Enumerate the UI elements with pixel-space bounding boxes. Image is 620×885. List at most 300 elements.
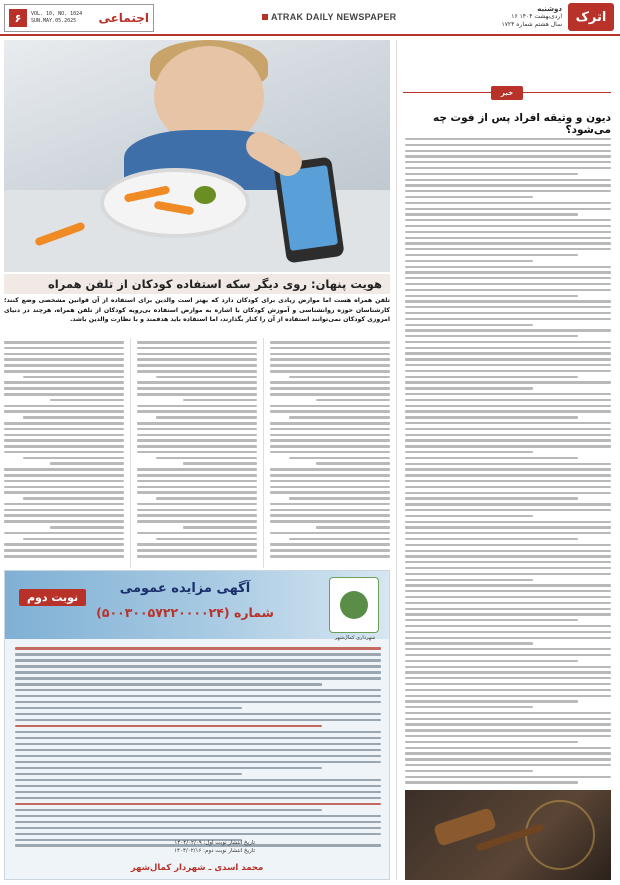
text-line	[137, 370, 257, 373]
text-line	[137, 555, 257, 558]
text-line	[4, 381, 124, 384]
text-line	[137, 468, 257, 471]
text-line	[137, 520, 257, 523]
text-line	[405, 463, 611, 465]
column-divider	[130, 338, 131, 568]
text-line	[405, 567, 611, 569]
text-line	[405, 364, 611, 366]
text-line	[405, 213, 578, 215]
auction-advertisement	[4, 570, 390, 880]
text-line	[156, 497, 257, 500]
text-line	[15, 701, 381, 704]
volume-info	[31, 11, 82, 25]
text-line	[405, 283, 611, 285]
text-line	[15, 809, 322, 812]
text-line	[4, 445, 124, 448]
text-line	[4, 555, 124, 558]
text-line	[316, 462, 390, 465]
text-line	[405, 723, 611, 725]
text-line	[405, 509, 611, 511]
text-line	[405, 196, 533, 198]
text-line	[183, 526, 257, 529]
text-line	[15, 737, 381, 740]
text-line	[405, 689, 611, 691]
text-line	[15, 677, 381, 680]
text-line	[137, 393, 257, 396]
text-line	[270, 480, 390, 483]
text-line	[23, 376, 124, 379]
gavel-photo	[405, 790, 611, 880]
text-line	[405, 266, 611, 268]
text-line	[405, 451, 533, 453]
text-line	[4, 543, 124, 546]
column-divider	[263, 338, 264, 568]
text-line	[405, 422, 611, 424]
left-article-title[interactable]: هویت پنهان: روی دیگر سکه استفاده کودکان از تلفن همراه	[4, 274, 390, 294]
text-line	[156, 376, 257, 379]
text-line	[405, 312, 611, 314]
text-line	[405, 219, 611, 221]
text-line	[50, 526, 124, 529]
text-line	[405, 150, 611, 152]
text-line	[405, 399, 611, 401]
issue-date-full: ۱۶ اردی‌بهشت ۱۴۰۴	[511, 13, 562, 20]
text-line	[405, 260, 533, 262]
text-line	[137, 503, 257, 506]
text-line	[137, 480, 257, 483]
text-line	[405, 393, 611, 395]
text-line	[405, 654, 611, 656]
text-line	[270, 549, 390, 552]
text-line	[15, 725, 322, 728]
text-line	[137, 509, 257, 512]
text-line	[4, 468, 124, 471]
text-line	[4, 393, 124, 396]
text-line	[405, 318, 611, 320]
text-line	[270, 491, 390, 494]
text-line	[137, 387, 257, 390]
text-line	[405, 376, 578, 378]
ad-round-label: نوبت دوم	[19, 589, 86, 606]
ad-header	[5, 571, 389, 639]
paper-name-text: ATRAK DAILY NEWSPAPER	[271, 12, 397, 22]
text-line	[405, 573, 611, 575]
text-line	[270, 555, 390, 558]
text-line	[405, 381, 611, 383]
text-line	[270, 393, 390, 396]
text-line	[405, 590, 611, 592]
text-line	[15, 827, 381, 830]
text-line	[405, 660, 578, 662]
text-line	[270, 387, 390, 390]
text-line	[405, 468, 611, 470]
text-line	[405, 434, 611, 436]
text-line	[405, 242, 611, 244]
text-line	[4, 341, 124, 344]
text-line	[15, 731, 381, 734]
text-line	[405, 602, 611, 604]
text-line	[50, 462, 124, 465]
text-line	[270, 364, 390, 367]
text-line	[4, 422, 124, 425]
page-number: ۶	[9, 9, 27, 27]
text-line	[405, 445, 611, 447]
text-line	[15, 695, 381, 698]
text-line	[270, 422, 390, 425]
text-line	[4, 451, 124, 454]
text-line	[405, 666, 611, 668]
ad-date-first: تاریخ انتشار نوبت اول: ۱۴۰۴/۰۲/۰۹	[174, 840, 255, 846]
text-line	[405, 561, 611, 563]
text-line	[405, 625, 611, 627]
text-line	[270, 445, 390, 448]
text-line	[15, 713, 381, 716]
text-line	[23, 457, 124, 460]
text-line	[15, 755, 381, 758]
text-line	[289, 416, 390, 419]
text-line	[405, 596, 611, 598]
ad-date-second: تاریخ انتشار نوبت دوم: ۱۴۰۴/۰۲/۱۶	[174, 848, 255, 854]
text-line	[316, 526, 390, 529]
issue-date	[501, 5, 562, 29]
text-line	[15, 791, 381, 794]
text-line	[405, 729, 611, 731]
text-line	[270, 353, 390, 356]
text-line	[405, 138, 611, 140]
text-line	[405, 184, 611, 186]
text-line	[4, 358, 124, 361]
right-article-body	[405, 136, 611, 784]
text-line	[405, 231, 611, 233]
text-line	[289, 538, 390, 541]
text-line	[270, 341, 390, 344]
text-line	[270, 434, 390, 437]
text-line	[405, 486, 611, 488]
text-line	[137, 341, 257, 344]
text-line	[4, 347, 124, 350]
text-line	[270, 358, 390, 361]
text-line	[270, 439, 390, 442]
text-line	[4, 486, 124, 489]
text-line	[405, 758, 611, 760]
text-line	[137, 549, 257, 552]
text-line	[405, 741, 578, 743]
text-line	[405, 387, 533, 389]
text-line	[289, 457, 390, 460]
broccoli	[194, 186, 216, 204]
issue-day: دوشنبه	[537, 5, 562, 13]
ad-body-text	[15, 647, 381, 847]
text-line	[15, 671, 381, 674]
text-line	[405, 202, 611, 204]
text-line	[405, 497, 578, 499]
text-line	[270, 532, 390, 535]
text-line	[405, 295, 578, 297]
text-line	[270, 381, 390, 384]
text-line	[156, 457, 257, 460]
text-line	[15, 665, 381, 668]
text-line	[405, 648, 611, 650]
text-line	[405, 370, 611, 372]
text-line	[270, 405, 390, 408]
text-line	[405, 480, 611, 482]
text-line	[15, 833, 381, 836]
page-info-box	[4, 4, 154, 32]
text-line	[405, 271, 611, 273]
body-column	[4, 338, 124, 568]
text-line	[405, 584, 611, 586]
text-line	[405, 324, 533, 326]
ad-title: آگهی مزایده عمومی	[119, 581, 251, 596]
masthead	[0, 0, 620, 36]
text-line	[405, 631, 611, 633]
text-line	[137, 474, 257, 477]
text-line	[405, 254, 578, 256]
text-line	[405, 619, 578, 621]
ad-number: شماره (۵۰۰۳۰۰۵۷۲۲۰۰۰۰۲۴)	[96, 605, 274, 620]
text-line	[405, 144, 611, 146]
text-line	[405, 457, 578, 459]
municipality-emblem-icon	[329, 577, 379, 633]
text-line	[405, 752, 611, 754]
text-line	[15, 743, 381, 746]
text-line	[316, 399, 390, 402]
text-line	[15, 773, 242, 776]
text-line	[405, 526, 611, 528]
article-photo	[4, 40, 390, 272]
text-line	[405, 677, 611, 679]
text-line	[4, 480, 124, 483]
text-line	[15, 683, 322, 686]
text-line	[405, 550, 611, 552]
text-line	[405, 770, 533, 772]
text-line	[23, 538, 124, 541]
text-line	[405, 155, 611, 157]
text-line	[183, 399, 257, 402]
text-line	[405, 347, 611, 349]
text-line	[405, 289, 611, 291]
text-line	[50, 399, 124, 402]
ad-signature: محمد اسدی ـ شهردار کمال‌شهر	[130, 863, 264, 873]
text-line	[4, 434, 124, 437]
news-tag-bar	[403, 89, 611, 106]
text-line	[405, 747, 611, 749]
text-line	[405, 700, 578, 702]
text-line	[137, 422, 257, 425]
text-line	[156, 416, 257, 419]
text-line	[4, 514, 124, 517]
text-line	[405, 352, 611, 354]
text-line	[15, 803, 381, 806]
text-line	[270, 370, 390, 373]
text-line	[15, 749, 381, 752]
text-line	[15, 647, 381, 650]
text-line	[405, 695, 611, 697]
newspaper-logo: اترک	[568, 3, 614, 31]
text-line	[4, 491, 124, 494]
text-line	[405, 521, 611, 523]
text-line	[137, 445, 257, 448]
text-line	[15, 767, 322, 770]
text-line	[270, 503, 390, 506]
left-article-body	[4, 338, 390, 568]
section-name: اجتماعی	[98, 11, 149, 25]
paper-name	[262, 12, 396, 22]
text-line	[137, 434, 257, 437]
text-line	[405, 190, 611, 192]
text-line	[405, 428, 611, 430]
text-line	[405, 544, 611, 546]
text-line	[405, 735, 611, 737]
text-line	[15, 719, 381, 722]
text-line	[137, 486, 257, 489]
text-line	[405, 781, 578, 783]
text-line	[183, 462, 257, 465]
text-line	[4, 405, 124, 408]
text-line	[405, 208, 611, 210]
text-line	[289, 497, 390, 500]
text-line	[270, 474, 390, 477]
text-line	[137, 381, 257, 384]
food-bowl	[100, 168, 250, 238]
text-line	[23, 497, 124, 500]
text-line	[4, 370, 124, 373]
text-line	[4, 503, 124, 506]
body-column	[270, 338, 390, 568]
text-line	[405, 503, 611, 505]
text-line	[270, 509, 390, 512]
text-line	[137, 353, 257, 356]
text-line	[405, 671, 611, 673]
text-line	[156, 538, 257, 541]
text-line	[4, 410, 124, 413]
text-line	[4, 549, 124, 552]
text-line	[15, 659, 381, 662]
text-line	[405, 167, 611, 169]
left-article-lead: تلفن همراه هست اما موارض زیادی برای کودکان دارد که بهتر است والدین برای استفاده از آن قوانین مشخصی وضع کنند؛ کارشناسان حوزه روانشناسی و آموزش کودکان با اشاره به موارض استفاده بی‌رویه کودکان از تلفن همراه، هرچند در دنیای امروزی کودکان نمی‌توانند استفاده از آن را کنار بگذارند، اما استفاده باید هدفمند و با نظارت والدین باشد.	[4, 297, 390, 323]
text-line	[137, 405, 257, 408]
text-line	[15, 797, 381, 800]
text-line	[405, 335, 578, 337]
text-line	[405, 712, 611, 714]
text-line	[270, 428, 390, 431]
text-line	[405, 515, 533, 517]
text-line	[405, 410, 611, 412]
text-line	[270, 451, 390, 454]
text-line	[137, 410, 257, 413]
text-line	[405, 405, 611, 407]
text-line	[15, 689, 381, 692]
text-line	[4, 474, 124, 477]
issue-number: سال هشتم شماره ۱۷۲۴	[501, 21, 562, 28]
text-line	[270, 514, 390, 517]
text-line	[15, 821, 381, 824]
text-line	[137, 532, 257, 535]
text-line	[405, 776, 611, 778]
text-line	[405, 608, 611, 610]
ad-dates	[145, 839, 255, 855]
text-line	[405, 718, 611, 720]
text-line	[405, 277, 611, 279]
text-line	[270, 520, 390, 523]
text-line	[405, 538, 578, 540]
text-line	[405, 306, 611, 308]
text-line	[15, 653, 381, 656]
text-line	[405, 637, 611, 639]
text-line	[4, 439, 124, 442]
text-line	[4, 364, 124, 367]
text-line	[405, 439, 611, 441]
text-line	[405, 173, 578, 175]
text-line	[405, 474, 611, 476]
text-line	[405, 225, 611, 227]
text-line	[405, 492, 611, 494]
text-line	[405, 237, 611, 239]
text-line	[270, 543, 390, 546]
text-line	[4, 387, 124, 390]
text-line	[405, 555, 611, 557]
text-line	[137, 358, 257, 361]
text-line	[270, 347, 390, 350]
text-line	[270, 486, 390, 489]
text-line	[23, 416, 124, 419]
text-line	[405, 579, 533, 581]
text-line	[137, 451, 257, 454]
body-column	[137, 338, 257, 568]
text-line	[405, 248, 611, 250]
right-column	[396, 40, 616, 880]
text-line	[4, 532, 124, 535]
text-line	[270, 468, 390, 471]
text-line	[4, 509, 124, 512]
text-line	[405, 532, 611, 534]
text-line	[405, 161, 611, 163]
text-line	[137, 514, 257, 517]
text-line	[15, 707, 242, 710]
text-line	[405, 683, 611, 685]
text-line	[405, 358, 611, 360]
text-line	[405, 341, 611, 343]
ad-organization: شهرداری کمال‌شهر	[334, 635, 376, 641]
text-line	[4, 520, 124, 523]
text-line	[270, 410, 390, 413]
text-line	[405, 642, 533, 644]
volume-line-2: SUN.MAY.05.2025	[31, 18, 77, 24]
text-line	[137, 491, 257, 494]
text-line	[15, 779, 381, 782]
volume-line-1: VOL. 10, NO. 1024	[31, 11, 83, 17]
text-line	[137, 364, 257, 367]
text-line	[4, 353, 124, 356]
text-line	[405, 179, 611, 181]
text-line	[15, 785, 381, 788]
text-line	[137, 543, 257, 546]
text-line	[405, 613, 611, 615]
text-line	[15, 761, 381, 764]
right-article-title[interactable]: دیون و وثیقه افراد پس از فوت چه می‌شود؟	[432, 112, 611, 136]
red-square-icon	[262, 14, 268, 20]
text-line	[405, 706, 533, 708]
text-line	[4, 428, 124, 431]
text-line	[137, 347, 257, 350]
justice-scale-icon	[525, 800, 595, 870]
text-line	[137, 439, 257, 442]
news-tag: خبر	[491, 86, 523, 100]
text-line	[405, 416, 578, 418]
text-line	[137, 428, 257, 431]
text-line	[405, 329, 611, 331]
text-line	[405, 300, 611, 302]
